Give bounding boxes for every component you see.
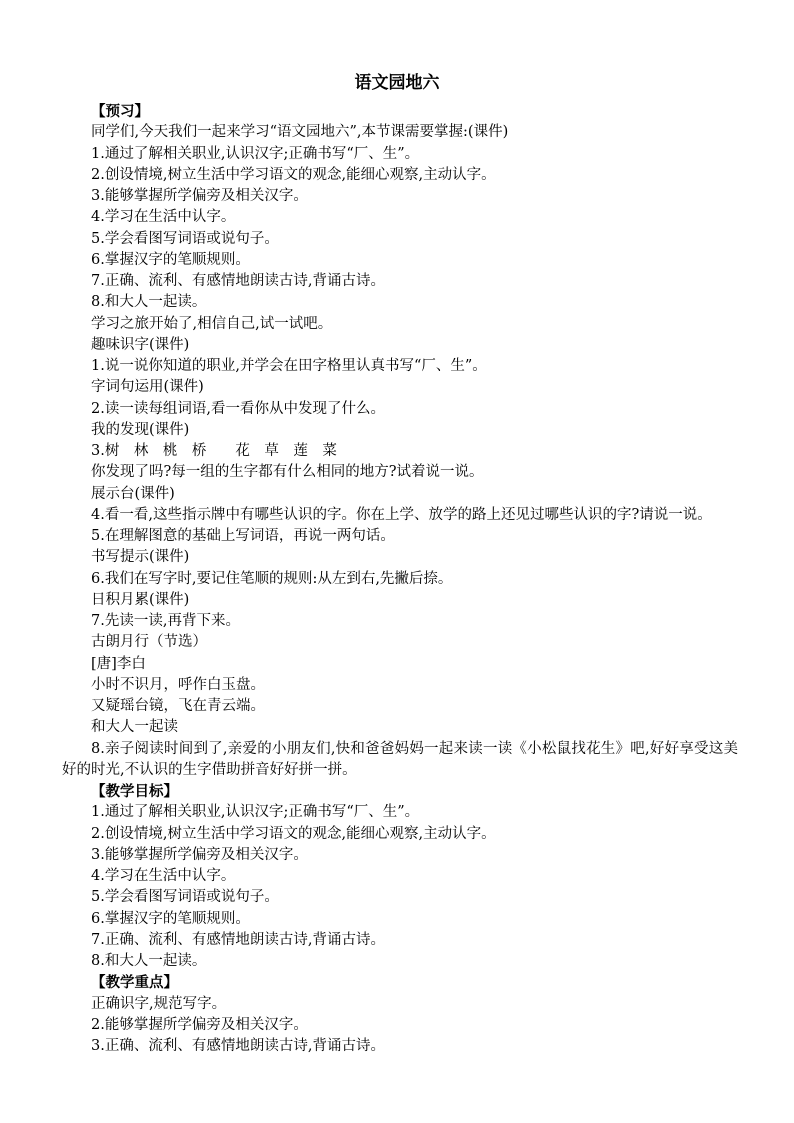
subheading: 日积月累(课件): [91, 591, 190, 608]
list-item: 1.通过了解相关职业,认识汉字;正确书写“厂、生”。: [91, 804, 420, 821]
subheading: 和大人一起读: [91, 719, 178, 736]
list-item: 6.我们在写字时,要记住笔顺的规则:从左到右,先撇后捺。: [91, 570, 453, 587]
list-item: 2.创设情境,树立生活中学习语文的观念,能细心观察,主动认字。: [91, 166, 496, 183]
list-item: 2.读一读每组词语,看一看你从中发现了什么。: [91, 400, 385, 417]
section-heading-keypoints: 【教学重点】: [91, 974, 178, 992]
list-item: 8.亲子阅读时间到了,亲爱的小朋友们,快和爸爸妈妈一起来读一读《小松鼠找花生》吧,好好享受这美好的时光,不认识的生字借助拼音好好拼一拼。: [62, 740, 738, 778]
list-item: 3.正确、流利、有感情地朗读古诗,背诵古诗。: [91, 1038, 385, 1054]
section-heading-preview: 【预习】: [91, 103, 149, 120]
list-item: 5.学会看图写词语或说句子。: [91, 230, 279, 247]
document-body: [62, 101, 738, 1057]
paragraph: 学习之旅开始了,相信自己,试一试吧。: [91, 315, 333, 332]
list-item: 正确识字,规范写字。: [91, 995, 227, 1012]
list-item: 2.创设情境,树立生活中学习语文的观念,能细心观察,主动认字。: [91, 825, 496, 842]
poem-title: 古朗月行（节选）: [91, 634, 207, 651]
list-item: 8.和大人一起读。: [91, 294, 207, 311]
list-item: 5.学会看图写词语或说句子。: [91, 889, 279, 906]
list-item: 5.在理解图意的基础上写词语，再说一两句话。: [91, 528, 395, 544]
subheading: 我的发现(课件): [91, 421, 190, 438]
list-item: 7.先读一读,再背下来。: [91, 613, 240, 629]
list-item: 4.看一看,这些指示牌中有哪些认识的字。你在上学、放学的路上还见过哪些认识的字?请说一说。: [91, 506, 712, 523]
list-item: 7.正确、流利、有感情地朗读古诗,背诵古诗。: [91, 273, 385, 289]
list-item: 4.学习在生活中认字。: [91, 209, 236, 226]
list-item: 2.能够掌握所学偏旁及相关汉字。: [91, 1016, 308, 1033]
intro-paragraph: 同学们,今天我们一起来学习“语文园地六”,本节课需要掌握:(课件): [91, 124, 509, 141]
list-item: 1.通过了解相关职业,认识汉字;正确书写“厂、生”。: [91, 145, 420, 162]
poem-author: [唐]李白: [91, 655, 146, 672]
list-item: 8.和大人一起读。: [91, 953, 207, 969]
subheading: 书写提示(课件): [91, 549, 190, 566]
subheading: 字词句运用(课件): [91, 379, 204, 396]
section-heading-goals: 【教学目标】: [91, 783, 178, 800]
list-item: 6.掌握汉字的笔顺规则。: [91, 251, 250, 268]
list-item: 1.说一说你知道的职业,并学会在田字格里认真书写“厂、生”。: [91, 358, 487, 374]
poem-line: 又疑瑶台镜，飞在青云端。: [91, 698, 265, 714]
list-item: 6.掌握汉字的笔顺规则。: [91, 910, 250, 927]
word-list: 3.树 林 桃 桥 花 草 莲 菜: [91, 443, 337, 459]
list-item: 7.正确、流利、有感情地朗读古诗,背诵古诗。: [91, 931, 385, 948]
document-title: 语文园地六: [354, 73, 440, 93]
paragraph: 你发现了吗?每一组的生字都有什么相同的地方?试着说一说。: [91, 464, 484, 481]
subheading: 趣味识字(课件): [91, 336, 190, 353]
poem-line: 小时不识月，呼作白玉盘。: [91, 676, 265, 693]
subheading: 展示台(课件): [91, 485, 175, 502]
list-item: 3.能够掌握所学偏旁及相关汉字。: [91, 188, 308, 204]
list-item: 4.学习在生活中认字。: [91, 868, 236, 884]
list-item: 3.能够掌握所学偏旁及相关汉字。: [91, 846, 308, 863]
